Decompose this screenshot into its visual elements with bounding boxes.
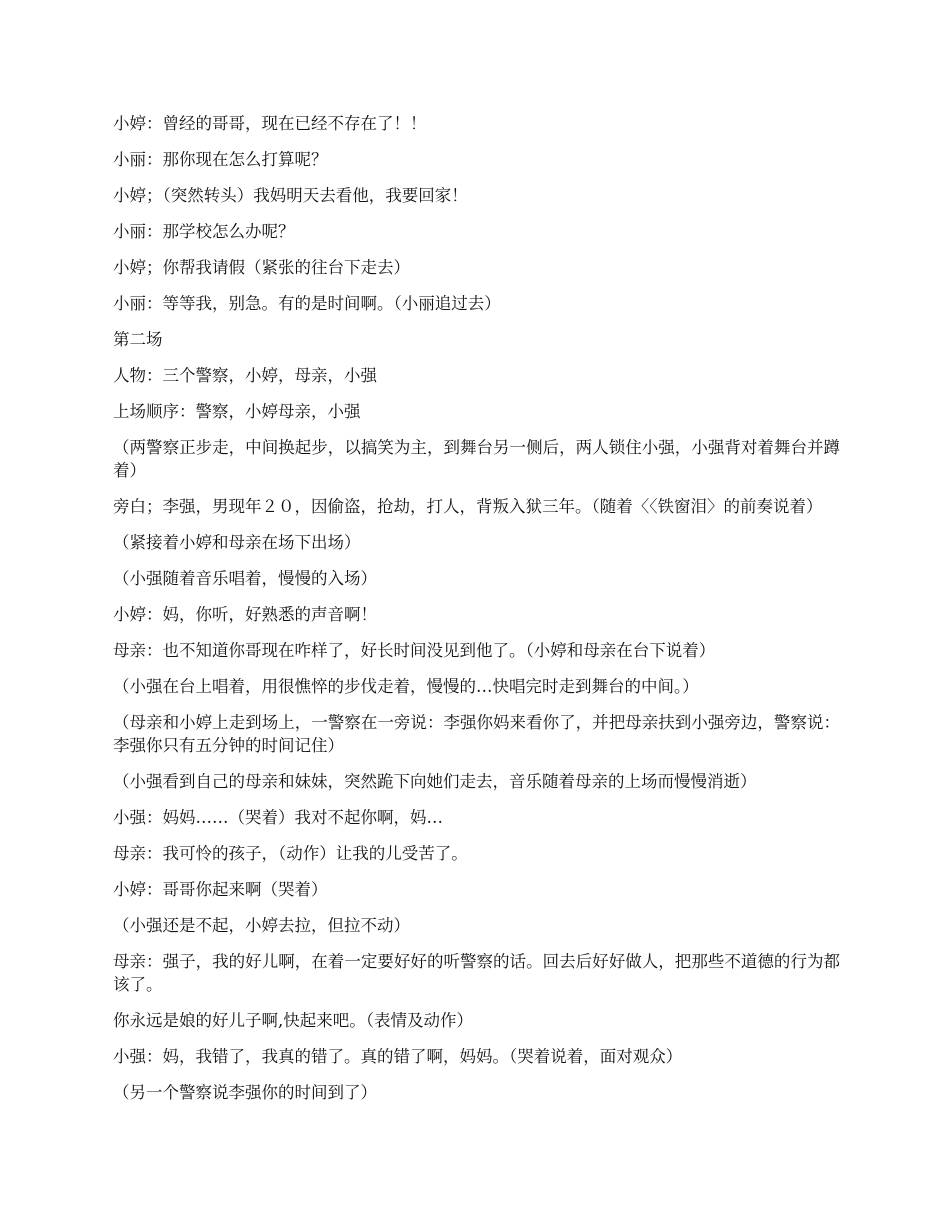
scene-heading: 第二场 bbox=[113, 330, 163, 349]
entrance-order: 上场顺序：警察，小婷母亲，小强 bbox=[113, 402, 361, 421]
document-body bbox=[113, 112, 840, 1117]
stage-direction: （小强随着音乐唱着，慢慢的入场） bbox=[113, 569, 377, 588]
dialogue-line: 母亲：我可怜的孩子，（动作）让我的儿受苦了。 bbox=[113, 844, 468, 863]
dialogue-line: 小婷：哥哥你起来啊（哭着） bbox=[113, 880, 328, 899]
dialogue-line: 小丽：那你现在怎么打算呢？ bbox=[113, 150, 328, 169]
dialogue-line: 小婷：曾经的哥哥，现在已经不存在了！！ bbox=[113, 114, 427, 133]
stage-direction: （紧接着小婷和母亲在场下出场） bbox=[113, 533, 361, 552]
dialogue-line: 小婷：妈，你听，好熟悉的声音啊！ bbox=[113, 605, 377, 624]
dialogue-line: 小婷；你帮我请假（紧张的往台下走去） bbox=[113, 258, 410, 277]
dialogue-line: 母亲：强子，我的好儿啊，在着一定要好好的听警察的话。回去后好好做人，把那些不道德的行为都该了。 bbox=[113, 952, 840, 994]
dialogue-line: 小婷；（突然转头）我妈明天去看他，我要回家！ bbox=[113, 186, 468, 205]
character-list: 人物：三个警察，小婷，母亲，小强 bbox=[113, 366, 377, 385]
stage-direction: （小强还是不起，小婷去拉，但拉不动） bbox=[113, 916, 410, 935]
stage-direction: （母亲和小婷上走到场上，一警察在一旁说：李强你妈来看你了，并把母亲扶到小强旁边，警察说：李强你只有五分钟的时间记住） bbox=[113, 713, 840, 755]
dialogue-line: 小丽：等等我，别急。有的是时间啊。（小丽追过去） bbox=[113, 294, 501, 313]
stage-direction: （小强在台上唱着，用很憔悴的步伐走着，慢慢的…快唱完时走到舞台的中间。） bbox=[113, 677, 699, 696]
dialogue-line: 小强：妈，我错了，我真的错了。真的错了啊，妈妈。（哭着说着，面对观众） bbox=[113, 1047, 683, 1066]
dialogue-line: 你永远是娘的好儿子啊,快起来吧。（表情及动作） bbox=[113, 1011, 473, 1030]
dialogue-line: 小强：妈妈……（哭着）我对不起你啊，妈… bbox=[113, 808, 443, 827]
stage-direction: （另一个警察说李强你的时间到了） bbox=[113, 1083, 377, 1102]
narration-line: 旁白；李强，男现年２０，因偷盗，抢劫，打人，背叛入狱三年。（随着〈〈铁窗泪〉的前奏说着） bbox=[113, 497, 823, 516]
stage-direction: （两警察正步走，中间换起步，以搞笑为主，到舞台另一侧后，两人锁住小强，小强背对着舞台并蹲着） bbox=[113, 438, 840, 480]
dialogue-line: 小丽：那学校怎么办呢？ bbox=[113, 222, 295, 241]
dialogue-line: 母亲：也不知道你哥现在咋样了，好长时间没见到他了。（小婷和母亲在台下说着） bbox=[113, 641, 716, 660]
stage-direction: （小强看到自己的母亲和妹妹，突然跪下向她们走去，音乐随着母亲的上场而慢慢消逝） bbox=[113, 772, 757, 791]
